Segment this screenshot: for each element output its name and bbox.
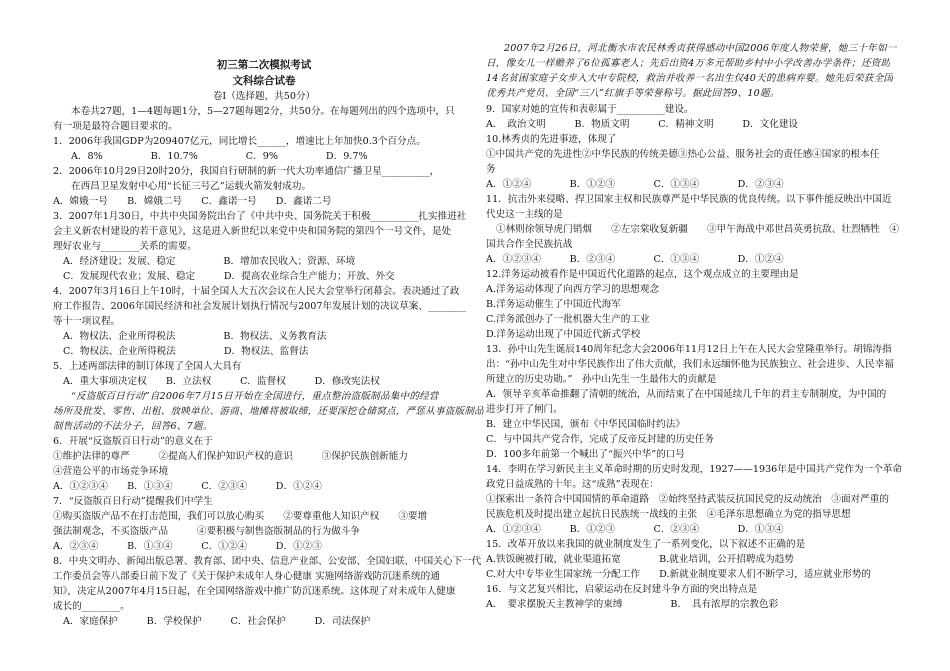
question-stem: 代史这一主线的是 [486,209,563,220]
reading-passage: 制售活动的不法分子，回答6、7题。 [53,421,213,432]
question-stem: 10.林秀贞的先进事迹，体现了 [486,134,617,145]
question-stem: 13．孙中山先生诞辰140周年纪念大会2006年11月12日上午在人民大会堂隆重举行。胡锦涛指 [486,344,892,355]
reading-passage: 日，像女儿一样赡养了6位孤寡老人；先后出资4万多元帮助乡村中小学改善办学条件；还资助 [486,58,891,69]
answer-options: C．发展现代农业；发展、稳定 D．提高农业综合生产能力；开放、外交 [63,271,395,282]
question-stem: ①维护法律的尊严 ②提高人们保护知识产权的意识 ③保护民族创新能力 [53,451,408,462]
section-heading: 卷Ⅰ（选择题，共50分） [212,91,316,102]
question-stem: 国共合作全民族抗战 [486,239,573,250]
question-stem: ①探索出一条符合中国国情的革命道路 ②始终坚持武装反抗国民党的反动统治 ③面对严重的 [486,494,889,505]
question-stem: 3．2007年1月30日，中共中央国务院出台了《中共中央、国务院关于积极__________扎实推进社 [53,211,467,222]
question-stem: 府工作报告、2006年国民经济和社会发展计划执行情况与2007年发展计划的决议草案、________ [53,301,467,312]
question-stem: 9．国家对她的宣传和表彰属于__________建设。 [486,104,694,115]
answer-option: D．100多年前第一个喊出了“振兴中华”的口号 [486,449,685,460]
question-stem: 8．中央文明办、新闻出版总署、教育部、团中央、信息产业部、公安部、全国妇联、中国关心下一代 [53,556,482,567]
question-stem: ④营造公平的市场竞争环境 [53,466,169,477]
answer-option: B．建立中华民国，颁布《中华民国临时约法》 [486,419,685,430]
question-stem: 成长的________。 [53,601,130,612]
question-stem: 14．李明在学习新民主主义革命时期的历史时发现，1927——1936年是中国共产党作为一个革命 [486,464,903,475]
question-stem: ①购买盗版产品不在打击范围，我们可以放心购买 ②要尊重他人知识产权 ③要增 [53,511,428,522]
answer-options: C．物权法、企业所得税法 D．物权法、监督法 [63,346,309,357]
question-stem: 理好农业与________关系的需要。 [53,241,197,252]
question-stem: ①中国共产党的先进性②中华民族的传统美德③热心公益、服务社会的责任感④国家的根本任 [486,149,880,160]
reading-passage: 14名贫困家庭子女步入大中专院校，救治并收养一名出生仅40天的患病弃婴。她先后荣获全国 [486,73,894,84]
answer-option: 进步打开了闸门。 [486,404,563,415]
answer-options: A．①②③④ B．②③④ C．①③④ D．①②④ [486,254,784,265]
answer-options: A．8% B．10.7% C．9% D．9.7% [71,151,368,162]
question-stem: 出：“孙中山先生对中华民族作出了伟大贡献，我们永远缅怀他为民族独立、社会进步、人民幸福 [486,359,894,370]
reading-passage: 场所及批发、零售、出租、放映单位、游商、地摊将被取缔，还要深挖仓储窝点，严惩从事盗版制品 [53,406,484,417]
question-stem: 12.洋务运动被看作是中国近代化道路的起点，这个观点成立的主要理由是 [486,269,799,280]
exam-subtitle: 文科综合试卷 [232,75,296,87]
answer-option: C．与中国共产党合作，完成了反帝反封建的历史任务 [486,434,714,445]
answer-options: A．重大事项决定权 B．立法权 C．监督权 D．修改宪法权 [63,376,380,387]
question-stem: 7．“反盗版百日行动”提醒我们中学生 [53,496,213,507]
answer-options: A．①②④ B．①②③ C．①③④ D．②③④ [486,179,784,190]
answer-options: C.对大中专毕业生国家统一分配工作 D.新就业制度要求人们不断学习，适应就业形势的 [486,569,872,580]
question-stem: 民族危机及时提出建立起抗日民族统一战线的主张 ④毛泽东思想确立为党的指导思想 [486,509,851,520]
question-stem: 4．2007年3月16日上午10时，十届全国人大五次会议在人民大会堂举行闭幕会。表决通过了政 [53,286,460,297]
answer-options: A.铁饭碗被打破，就业渠道拓宽 B.就业培训，公开招聘成为趋势 [486,554,794,565]
answer-options: A．经济建设；发展、稳定 B．增加农民收入；资源、环境 [63,256,356,267]
question-stem: 知》，决定从2007年4月15日起，在全国网络游戏中推广防沉迷系统。这体现了对未成年人健康 [53,586,456,597]
answer-option: A.洋务运动体现了向西方学习的思想观念 [486,284,660,295]
question-stem: 工作委员会等八部委日前下发了《关于保护未成年人身心健康 实施网络游戏防沉迷系统的通 [53,571,440,582]
question-stem: 6．开展“反盗版百日行动”的意义在于 [53,436,213,447]
answer-options: A． 要求摆脱天主教神学的束缚 B． 具有浓厚的宗教色彩 [486,599,779,610]
question-stem: 在西昌卫星发射中心用“长征三号乙”运载火箭发射成功。 [71,181,312,192]
question-stem: 5．上述两部法律的制订体现了全国人大具有 [53,361,242,372]
question-stem: 强法制观念，不买盗版产品 ④要积极与制售盗版制品的行为做斗争 [53,526,360,537]
answer-options: A．物权法、企业所得税法 B．物权法、义务教育法 [63,331,327,342]
question-stem: 1．2006年我国GDP为209407亿元，同比增长______，增速比上年加快0.3个百分点。 [53,136,426,147]
answer-option: C.洋务派创办了一批机器大生产的工业 [486,314,650,325]
answer-option: A．领导辛亥革命推翻了清朝的统治，从而结束了在中国延续几千年的君主专制制度，为中国的 [486,389,887,400]
answer-options: A．嫦娥一号 B．嫦娥二号 C．鑫诺一号 D．鑫诺二号 [53,196,332,207]
question-stem: 会主义新农村建设的若干意见》，这是进入新世纪以来党中央和国务院的第四个一号文件，是处 [53,226,452,237]
reading-passage: 优秀共产党员、全国“三八”红旗手等荣誉称号。据此回答9、10题。 [486,88,780,99]
exam-title: 初三第二次模拟考试 [216,59,312,71]
intro-line: 本卷共27题，1—4题每题1分，5—27题每题2分，共50分。在每题列出的四个选项中，只 [71,106,455,117]
answer-option: B.洋务运动催生了中国近代海军 [486,299,621,310]
answer-options: A．家庭保护 B．学校保护 C．社会保护 D．司法保护 [63,616,371,627]
answer-options: A．②③④ B．①③④ C．①②④ D．①②③ [53,541,322,552]
question-stem: 11．抗击外来侵略、捍卫国家主权和民族尊严是中华民族的优良传统。以下事件能反映出中国近 [486,194,892,205]
question-stem: 等十一项议程。 [53,316,121,327]
question-stem: 所建立的历史功勋。” 孙中山先生一生最伟大的贡献是 [486,374,717,385]
answer-option: D.洋务运动出现了中国近代新式学校 [486,329,641,340]
question-stem: 16．与文艺复兴相比，启蒙运动在反封建斗争方面的突出特点是 [486,584,758,595]
question-stem: 政党日益成熟的十年。这“成熟”表现在： [486,479,659,490]
question-stem: 15．改革开放以来我国的就业制度发生了一系列变化，以下叙述不正确的是 [486,539,806,550]
question-stem: ①林则徐领导虎门销烟 ②左宗棠收复新疆 ③甲午海战中邓世昌英勇抗敌、壮烈牺牲 ④ [496,224,899,235]
intro-line: 有一项是最符合题目要求的。 [53,121,178,132]
reading-passage: 2007年2月26日，河北衡水市农民林秀贞获得感动中国2006年度人物荣誉，她三十年如一 [504,43,897,54]
reading-passage: “反盗版百日行动”自2006年7月15日开始在全国进行，重点整治盗版制品集中的经营 [71,391,439,402]
answer-options: A． 政治文明 B．物质文明 C．精神文明 D．文化建设 [486,119,799,130]
answer-options: A．①②③④ B．①②③ C．②③④ D．①③④ [486,524,784,535]
question-stem: 务 [486,164,496,175]
question-stem: 2．2006年10月29日20时20分，我国自行研制的新一代大功率通信广播卫星__________， [53,166,440,177]
answer-options: A．①②③④ B．①③④ C．②③④ D．①②④ [53,481,322,492]
